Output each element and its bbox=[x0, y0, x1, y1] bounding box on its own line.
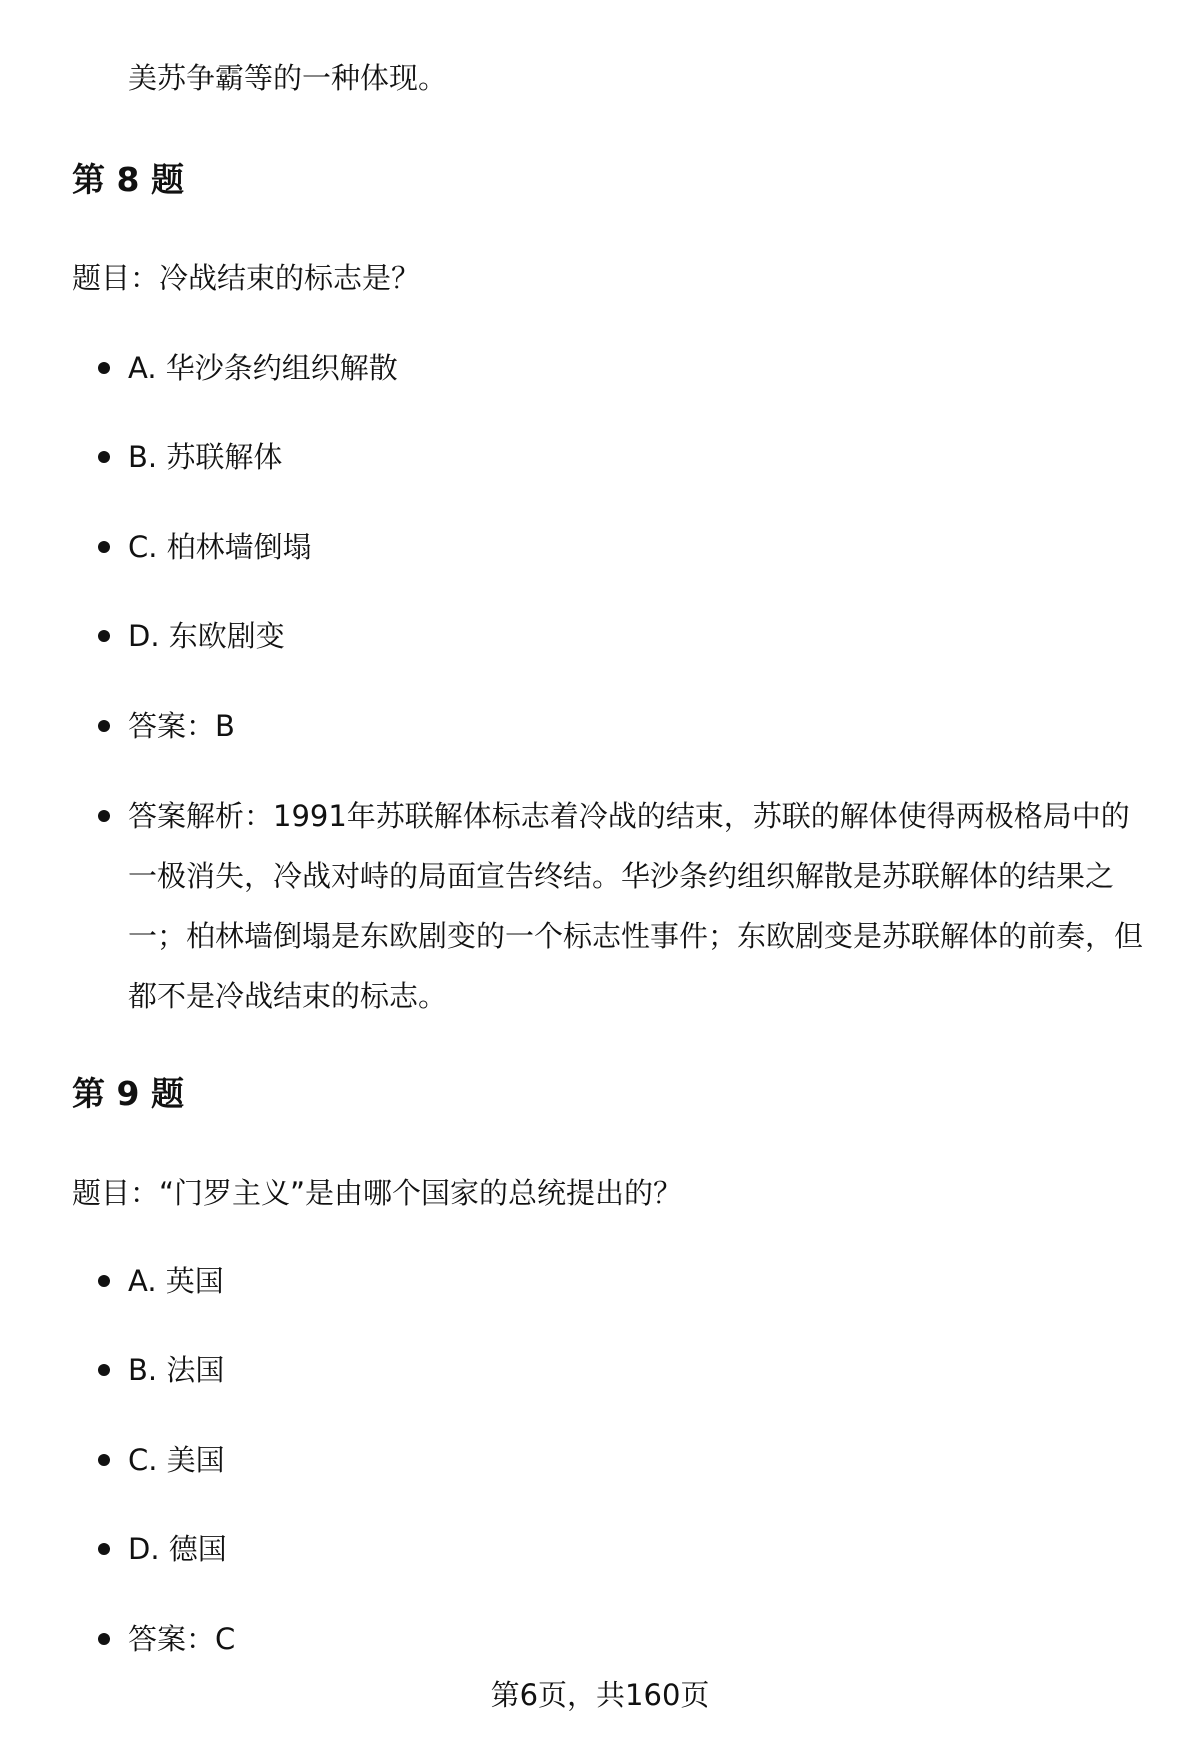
question-8-analysis bbox=[128, 786, 1158, 1026]
bullet-dot bbox=[98, 630, 110, 642]
option-label: D. 东欧剧变 bbox=[128, 619, 285, 653]
bullet-dot bbox=[98, 1454, 110, 1466]
question-9-text: 题目：“门罗主义”是由哪个国家的总统提出的？ bbox=[72, 1176, 683, 1210]
question-8-option-c bbox=[128, 517, 1158, 577]
bullet-dot bbox=[98, 1275, 110, 1287]
bullet-dot bbox=[98, 810, 110, 822]
question-9-option-d bbox=[128, 1519, 1158, 1579]
question-8-heading: 第 8 题 bbox=[72, 160, 184, 199]
question-8-option-d bbox=[128, 606, 1158, 666]
bullet-dot bbox=[98, 362, 110, 374]
bullet-dot bbox=[98, 1633, 110, 1645]
question-8-text: 题目：冷战结束的标志是？ bbox=[72, 261, 421, 295]
option-label: D. 德国 bbox=[128, 1532, 227, 1566]
analysis-text: 答案解析：1991年苏联解体标志着冷战的结束，苏联的解体使得两极格局中的一极消失，冷战对峙的局面宣告终结。华沙条约组织解散是苏联解体的结果之一；柏林墙倒塌是东欧剧变的一个标志性事件；东欧剧变是苏联解体的前奏，但都不是冷战结束的标志。 bbox=[128, 799, 1144, 1013]
question-8-answer bbox=[128, 696, 1158, 756]
continuation-text: 美苏争霸等的一种体现。 bbox=[128, 61, 448, 95]
option-label: A. 华沙条约组织解散 bbox=[128, 351, 398, 385]
bullet-dot bbox=[98, 541, 110, 553]
bullet-dot bbox=[98, 1364, 110, 1376]
answer-label: 答案：B bbox=[128, 709, 235, 743]
option-label: C. 柏林墙倒塌 bbox=[128, 530, 312, 564]
option-label: A. 英国 bbox=[128, 1264, 224, 1298]
question-9-answer bbox=[128, 1609, 1158, 1669]
question-9-option-b bbox=[128, 1340, 1158, 1400]
question-9-option-a bbox=[128, 1251, 1158, 1311]
answer-label: 答案：C bbox=[128, 1622, 236, 1656]
option-label: B. 苏联解体 bbox=[128, 440, 283, 474]
bullet-dot bbox=[98, 451, 110, 463]
question-9-heading: 第 9 题 bbox=[72, 1074, 184, 1113]
page-footer: 第6页，共160页 bbox=[490, 1678, 710, 1712]
option-label: C. 美国 bbox=[128, 1443, 225, 1477]
bullet-dot bbox=[98, 720, 110, 732]
question-8-option-b bbox=[128, 427, 1158, 487]
question-9-option-c bbox=[128, 1430, 1158, 1490]
bullet-dot bbox=[98, 1543, 110, 1555]
question-8-option-a bbox=[128, 338, 1158, 398]
option-label: B. 法国 bbox=[128, 1353, 225, 1387]
